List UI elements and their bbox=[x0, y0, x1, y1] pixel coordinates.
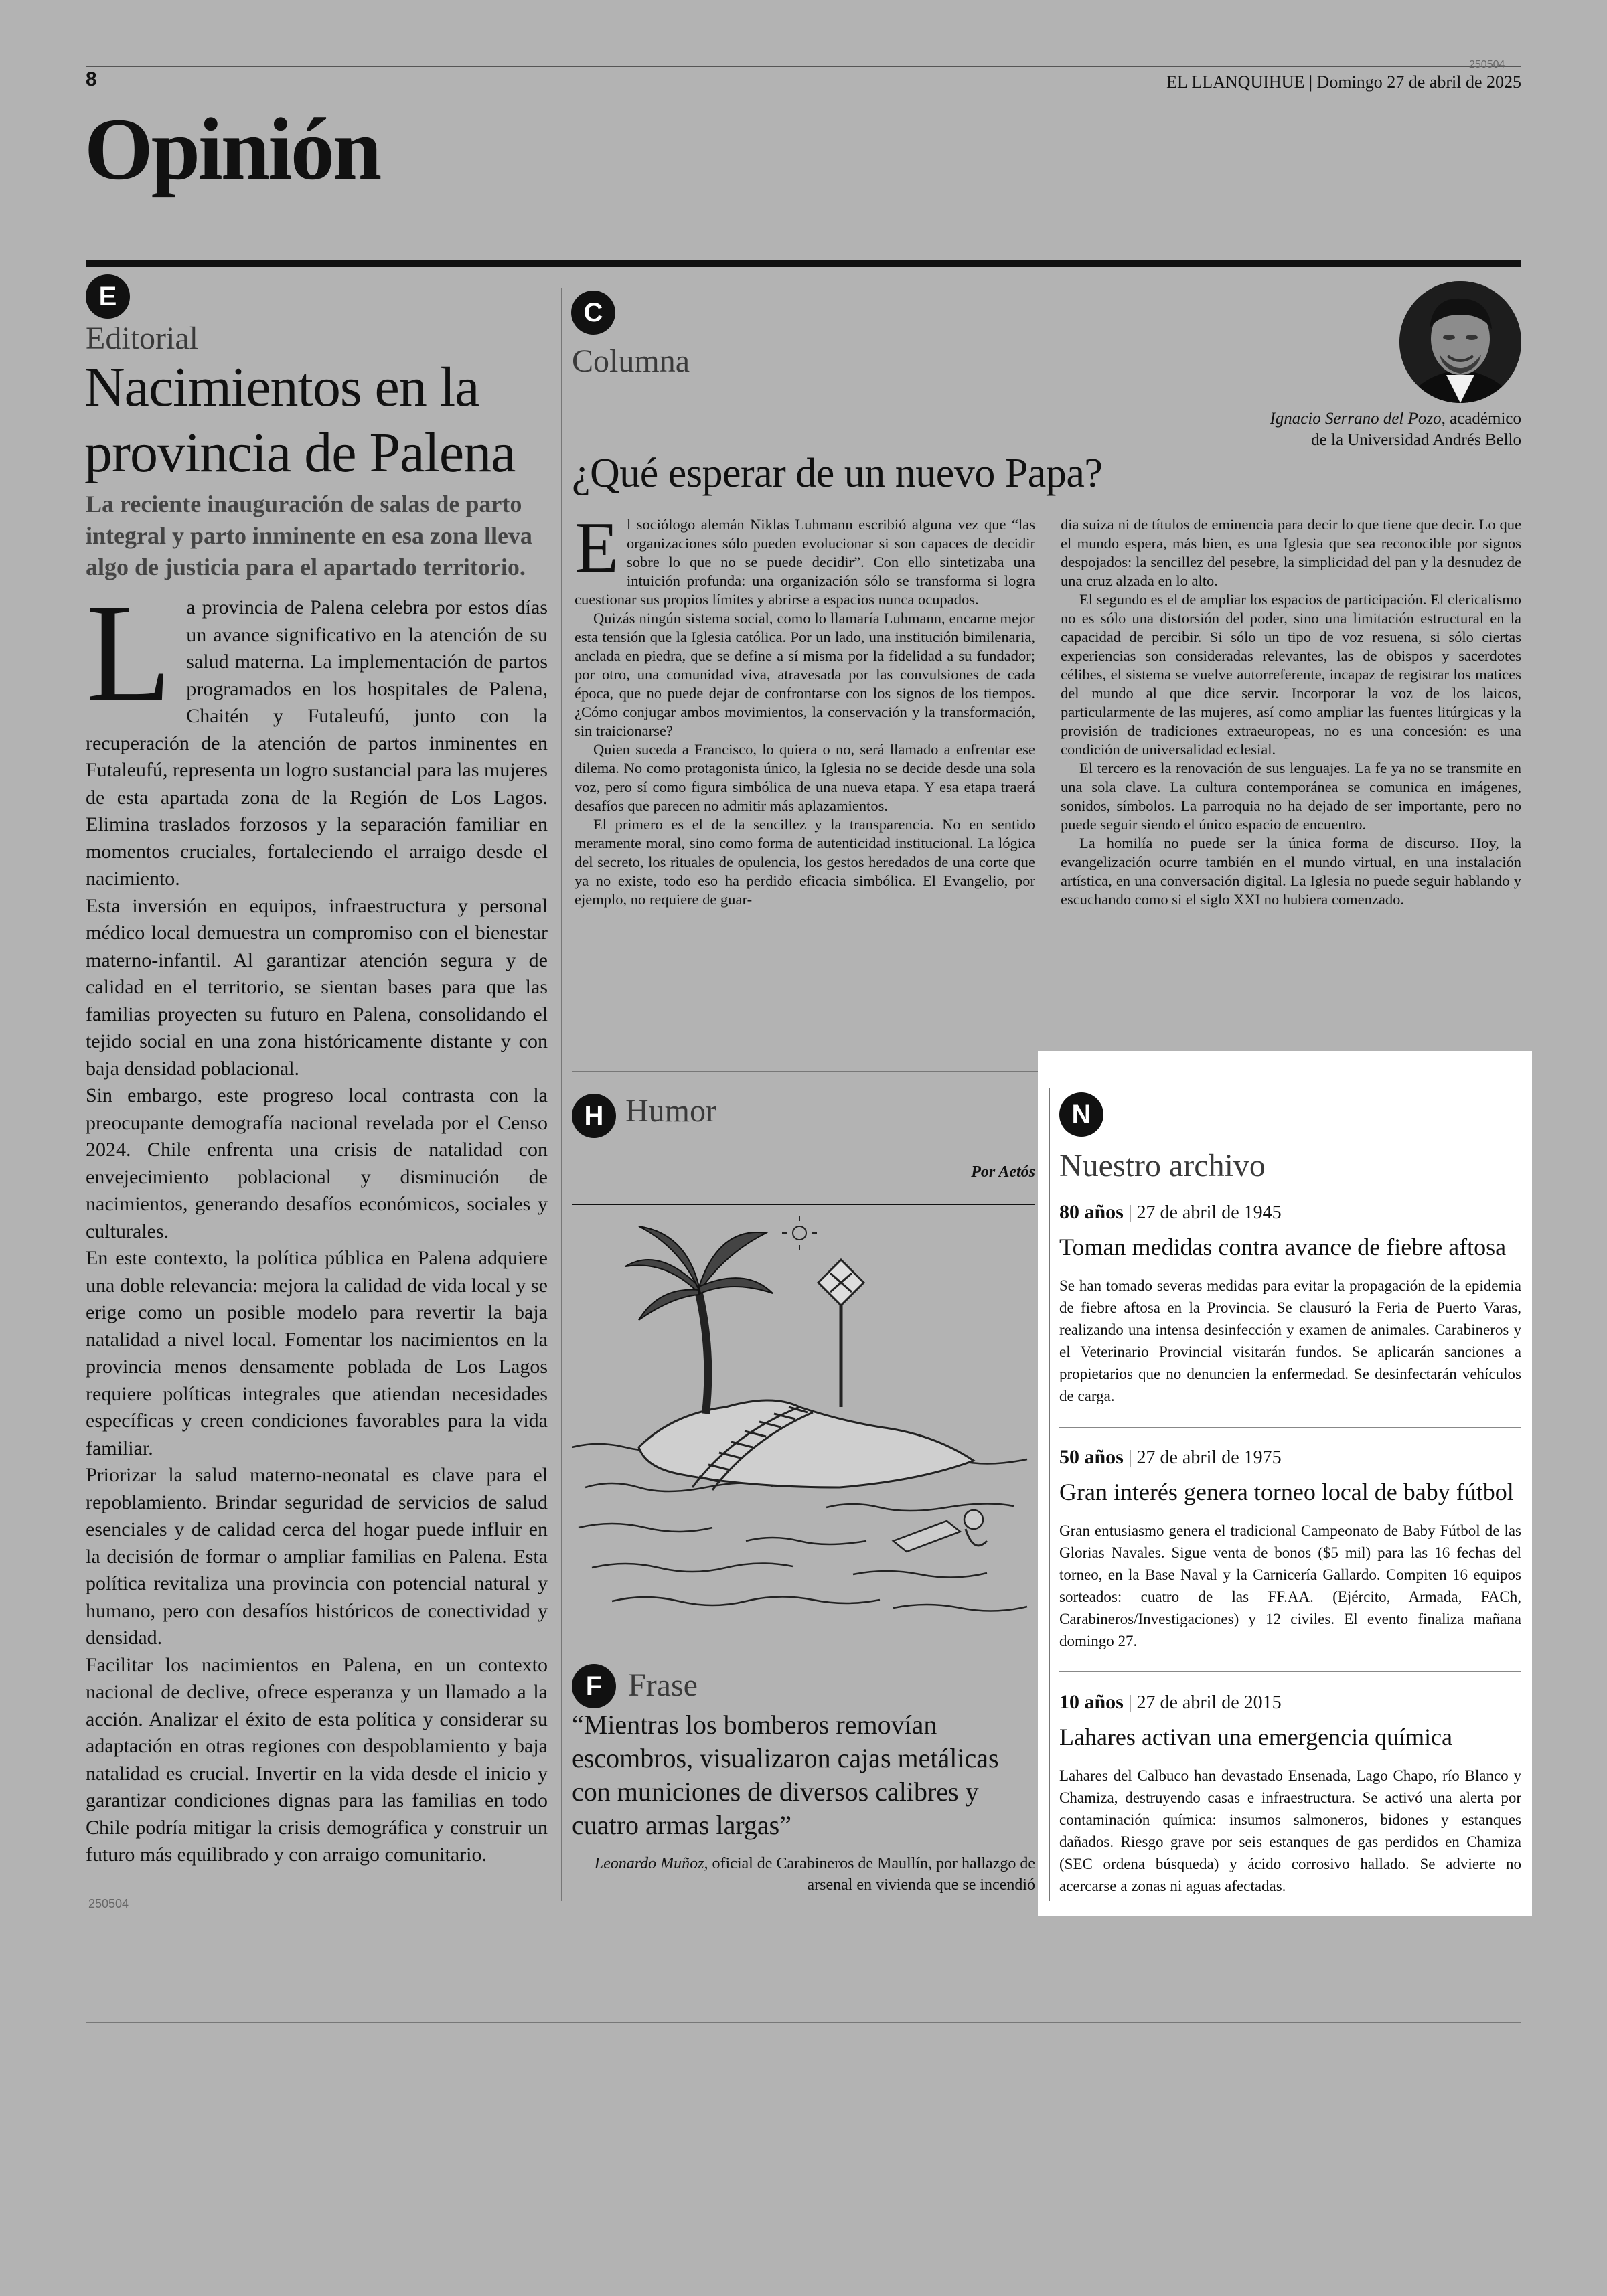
archive-divider bbox=[1049, 1088, 1050, 1901]
column-dropcap: E bbox=[575, 508, 619, 588]
archive-body: Lahares del Calbuco han devastado Ensenada, Lago Chapo, río Blanco y Chamiza, destruyendo casas e infraestructura. Se activó una alerta por contaminación química: insumos salmoneros, bidones y estanques dañados. Riesgo grave por seis estanques de gas perdidos en Chamiza (SEC ordena búsqueda) y ácido corrosivo hallado. Se advierte no acercarse a zonas ni aguas afectadas. bbox=[1059, 1767, 1521, 1894]
editorial-label: Editorial bbox=[86, 321, 198, 356]
author-portrait-icon bbox=[1399, 281, 1521, 403]
archive-years: 50 años bbox=[1059, 1446, 1124, 1468]
archive-item bbox=[1059, 1446, 1521, 1652]
column-paragraph: La homilía no puede ser la única forma de discurso. Hoy, la evangelización ocurre también en el mundo virtual, en una instalación artística, en una conversación digital. La Iglesia no puede seguir hablando y escuchando como si el siglo XXI no hubiera comenzado. bbox=[1061, 835, 1521, 908]
column-paragraph: El primero es el de la sencillez y la transparencia. No en sentido meramente moral, sino como forma de autenticidad institucional. La lógica del secreto, los rituales de opulencia, los gestos heredados de una corte que ya no existe, todo eso ha perdido eficacia simbólica. El Evangelio, por ejemplo, no requiere de guar- bbox=[575, 816, 1035, 908]
column-author-role: académico bbox=[1450, 410, 1521, 428]
page-bottom-rule bbox=[86, 2022, 1521, 2023]
humor-label: Humor bbox=[625, 1093, 716, 1129]
archive-date: | 27 de abril de 1975 bbox=[1128, 1447, 1282, 1468]
column-title: ¿Qué esperar de un nuevo Papa? bbox=[572, 450, 1103, 496]
page-number: 8 bbox=[86, 68, 97, 90]
frase-badge: F bbox=[572, 1664, 616, 1708]
editorial-badge: E bbox=[86, 274, 130, 319]
archive-date: | 27 de abril de 2015 bbox=[1128, 1692, 1282, 1713]
editorial-title-line2: provincia de Palena bbox=[84, 422, 516, 484]
section-title: Opinión bbox=[84, 100, 380, 198]
archive-item-rule bbox=[1059, 1671, 1521, 1672]
editorial-footer-code: 250504 bbox=[88, 1897, 129, 1910]
header-rule bbox=[86, 66, 1521, 67]
column-paragraph: Quizás ningún sistema social, como lo llamaría Luhmann, encarne mejor esta tensión que la Iglesia católica. Por un lado, una institución bimilenaria, anclada en piedra, que se define a sí misma por la fidelidad a su fundador; por otro, una comunidad viva, atravesada por las convulsiones de cada época, que no puede dejar de confrontarse con los signos de los tiempos. ¿Cómo conjugar ambos movimientos, la conservación y la transformación, sin traicionarse? bbox=[575, 610, 1035, 739]
archive-date: | 27 de abril de 1945 bbox=[1128, 1202, 1282, 1223]
humor-badge: H bbox=[572, 1094, 616, 1138]
column-author-affiliation: de la Universidad Andrés Bello bbox=[1311, 431, 1521, 449]
archive-item bbox=[1059, 1691, 1521, 1897]
archive-headline: Toman medidas contra avance de fiebre aftosa bbox=[1059, 1234, 1507, 1260]
column-badge: C bbox=[571, 291, 615, 335]
editorial-paragraph: a provincia de Palena celebra por estos días un avance significativo en la atención de su salud materna. La implementación de partos programados en los hospitales de Palena, Chaitén y Futaleufú, junto con la recuperación de la atención de partos inminentes en Futaleufú, representa un logro sustancial para las mujeres de esta apartada zona de la Región de Los Lagos. Elimina traslados forzosos y la separación familiar en momentos cruciales, fortaleciendo el arraigo desde el nacimiento. bbox=[86, 596, 548, 890]
editorial-title-line1: Nacimientos en la bbox=[84, 356, 479, 418]
column-author-name: Ignacio Serrano del Pozo, bbox=[1270, 410, 1446, 428]
archive-years: 10 años bbox=[1059, 1691, 1124, 1713]
issue-date: Domingo 27 de abril de 2025 bbox=[1316, 72, 1521, 92]
humor-credit: Por Aetós bbox=[971, 1163, 1035, 1181]
editorial-deck: La reciente inauguración de salas de parto integral y parto inminente en esa zona lleva algo de justicia para el apartado territorio. bbox=[86, 491, 532, 580]
archive-item-rule bbox=[1059, 1427, 1521, 1428]
column-paragraph: l sociólogo alemán Niklas Luhmann escribió alguna vez que “las organizaciones sólo pueden evolucionar si son capaces de decidir sobre lo que no se puede decidir”. Con ello sintetizaba una intuición profunda: una organización sólo se transforma si logra cuestionar sus propios límites y abrirse a espacios nunca ocupados. bbox=[575, 516, 1035, 608]
archive-years: 80 años bbox=[1059, 1201, 1124, 1223]
column-author-credit bbox=[1045, 408, 1521, 451]
author-photo bbox=[1399, 281, 1521, 403]
column-paragraph: dia suiza ni de títulos de eminencia para decir lo que tiene que decir. Lo que el mundo espera, más bien, es una Iglesia que sea reconocible por signos despojados: la sencillez del pesebre, la simplicidad del pan y la desnudez de una cruz alzada en lo alto. bbox=[1061, 516, 1521, 589]
frase-quote: “Mientras los bomberos removían escombros, visualizaron cajas metálicas con municiones de diversos calibres y cuatro armas largas” bbox=[572, 1710, 999, 1840]
column-divider bbox=[561, 288, 562, 1901]
editorial-title bbox=[84, 355, 566, 486]
column-body-right bbox=[1061, 515, 1521, 909]
editorial-paragraph: Priorizar la salud materno-neonatal es clave para el repoblamiento. Brindar seguridad de servicios de salud esenciales y de calidad cerca del hogar puede influir en la decisión de formar o ampliar familias en Palena. Esta política revitaliza una provincia con potencial natural y humano, pero con desafíos históricos de conectividad y densidad. bbox=[86, 1464, 548, 1649]
column-label: Columna bbox=[572, 343, 690, 379]
editorial-dropcap: L bbox=[86, 576, 172, 731]
editorial-paragraph: Sin embargo, este progreso local contrasta con la preocupante demografía nacional revelada por el Censo 2024. Chile enfrenta una crisis de natalidad con envejecimiento poblacional y disminución de nacimientos, generando desafíos económicos, sociales y culturales. bbox=[86, 1084, 548, 1242]
archive-item bbox=[1059, 1201, 1521, 1407]
frase-attrib-detail: oficial de Carabineros de Maullín, por hallazgo de arsenal en vivienda que se incendió bbox=[712, 1855, 1035, 1894]
editorial-paragraph: Esta inversión en equipos, infraestructura y personal médico local demuestra un compromiso con el bienestar materno-infantil. Al garantizar atención segura y de calidad en el territorio, se sientan bases para que las familias proyecten su futuro en Palena, consolidando el tejido social en una zona históricamente distante y con baja densidad poblacional. bbox=[86, 894, 548, 1080]
column-paragraph: El segundo es el de ampliar los espacios de participación. El clericalismo no es sólo una distorsión del poder, sino una limitación estructural en la capacidad de percibir. Si sólo un tipo de voz resuena, si sólo ciertas experiencias son consideradas relevantes, las de obispos y sacerdotes célibes, el sistema se vuelve autorreferente, incapaz de registrar los matices del mundo al que dice servir. Incorporar la voz de los laicos, particularmente de las mujeres, así como ampliar las fuentes litúrgicas y la provisión de tradiciones extraeuropeas, no es una concesión: es una condición de universalidad eclesial. bbox=[1061, 591, 1521, 758]
column-body-left bbox=[575, 508, 1035, 909]
column-bottom-rule bbox=[572, 1071, 1041, 1072]
archive-label: Nuestro archivo bbox=[1059, 1148, 1266, 1183]
editorial-body bbox=[86, 576, 548, 1869]
frase-attribution bbox=[572, 1853, 1035, 1896]
frase-label: Frase bbox=[628, 1667, 698, 1703]
humor-cartoon bbox=[572, 1206, 1035, 1632]
archive-badge: N bbox=[1059, 1092, 1103, 1137]
section-thick-rule bbox=[86, 260, 1521, 267]
publication-name: EL LLANQUIHUE bbox=[1166, 72, 1305, 92]
edition-code: 250504 bbox=[1469, 59, 1505, 70]
humor-top-rule bbox=[572, 1204, 1035, 1205]
archive-body: Se han tomado severas medidas para evitar la propagación de la epidemia de fiebre aftosa en la Provincia. Se clausuró la Feria de Puerto Varas, realizando una intensa desinfección y examen de animales. Carabineros y el Veterinario Provincial visitarán fundos. Se aplicarán sanciones a propietarios que no denuncien la enfermedad. Se desinfectarán vehículos de carga. bbox=[1059, 1277, 1521, 1404]
masthead-line: EL LLANQUIHUE | Domingo 27 de abril de 2025 bbox=[1166, 72, 1521, 92]
column-paragraph: El tercero es la renovación de sus lenguajes. La fe ya no se transmite en una sola clave. La cultura contemporánea se comunica en imágenes, sonidos, símbolos. La parroquia no ha dejado de ser importante, pero no puede seguir siendo el único espacio de encuentro. bbox=[1061, 760, 1521, 833]
editorial-paragraph: Facilitar los nacimientos en Palena, en un contexto nacional de declive, ofrece esperanza y un llamado a la acción. Analizar el éxito de esta política y considerar su adaptación en otras regiones con despoblamiento y baja natalidad es crucial. Invertir en la vida desde el inicio y garantizar condiciones dignas para las familias en todo Chile podría mitigar la crisis demográfica y construir un futuro más equilibrado y con arraigo comunitario. bbox=[86, 1653, 548, 1866]
archive-headline: Lahares activan una emergencia química bbox=[1059, 1724, 1453, 1750]
editorial-paragraph: En este contexto, la política pública en Palena adquiere una doble relevancia: mejora la calidad de vida local y se erige como un posible modelo para revertir la baja natalidad a nivel local. Fomentar los nacimientos en la provincia menos densamente poblada de Los Lagos requiere políticas integrales que atiendan necesidades específicas y creen condiciones favorables para la vida familiar. bbox=[86, 1247, 548, 1459]
frase-attrib-name: Leonardo Muñoz, bbox=[594, 1855, 708, 1872]
column-paragraph: Quien suceda a Francisco, lo quiera o no, será llamado a enfrentar ese dilema. No como protagonista único, la Iglesia no se decide desde una sola voz, pero sí como figura simbólica de una nueva etapa. Y esa etapa traerá desafíos que parecen no admitir más aplazamientos. bbox=[575, 741, 1035, 814]
cartoon-island-icon bbox=[572, 1206, 1035, 1632]
archive-body: Gran entusiasmo genera el tradicional Campeonato de Baby Fútbol de las Glorias Navales. Sigue venta de bonos ($5 mil) para las 16 fechas del torneo, en la Base Naval y la Carnicería Gallardo. Compiten 16 equipos sorteados: cuatro de las FF.AA. (Ejército, Armada, FACh, Carabineros/Investigaciones) y 12 civiles. El evento finaliza mañana domingo 27. bbox=[1059, 1522, 1521, 1649]
archive-headline: Gran interés genera torneo local de baby fútbol bbox=[1059, 1479, 1514, 1505]
